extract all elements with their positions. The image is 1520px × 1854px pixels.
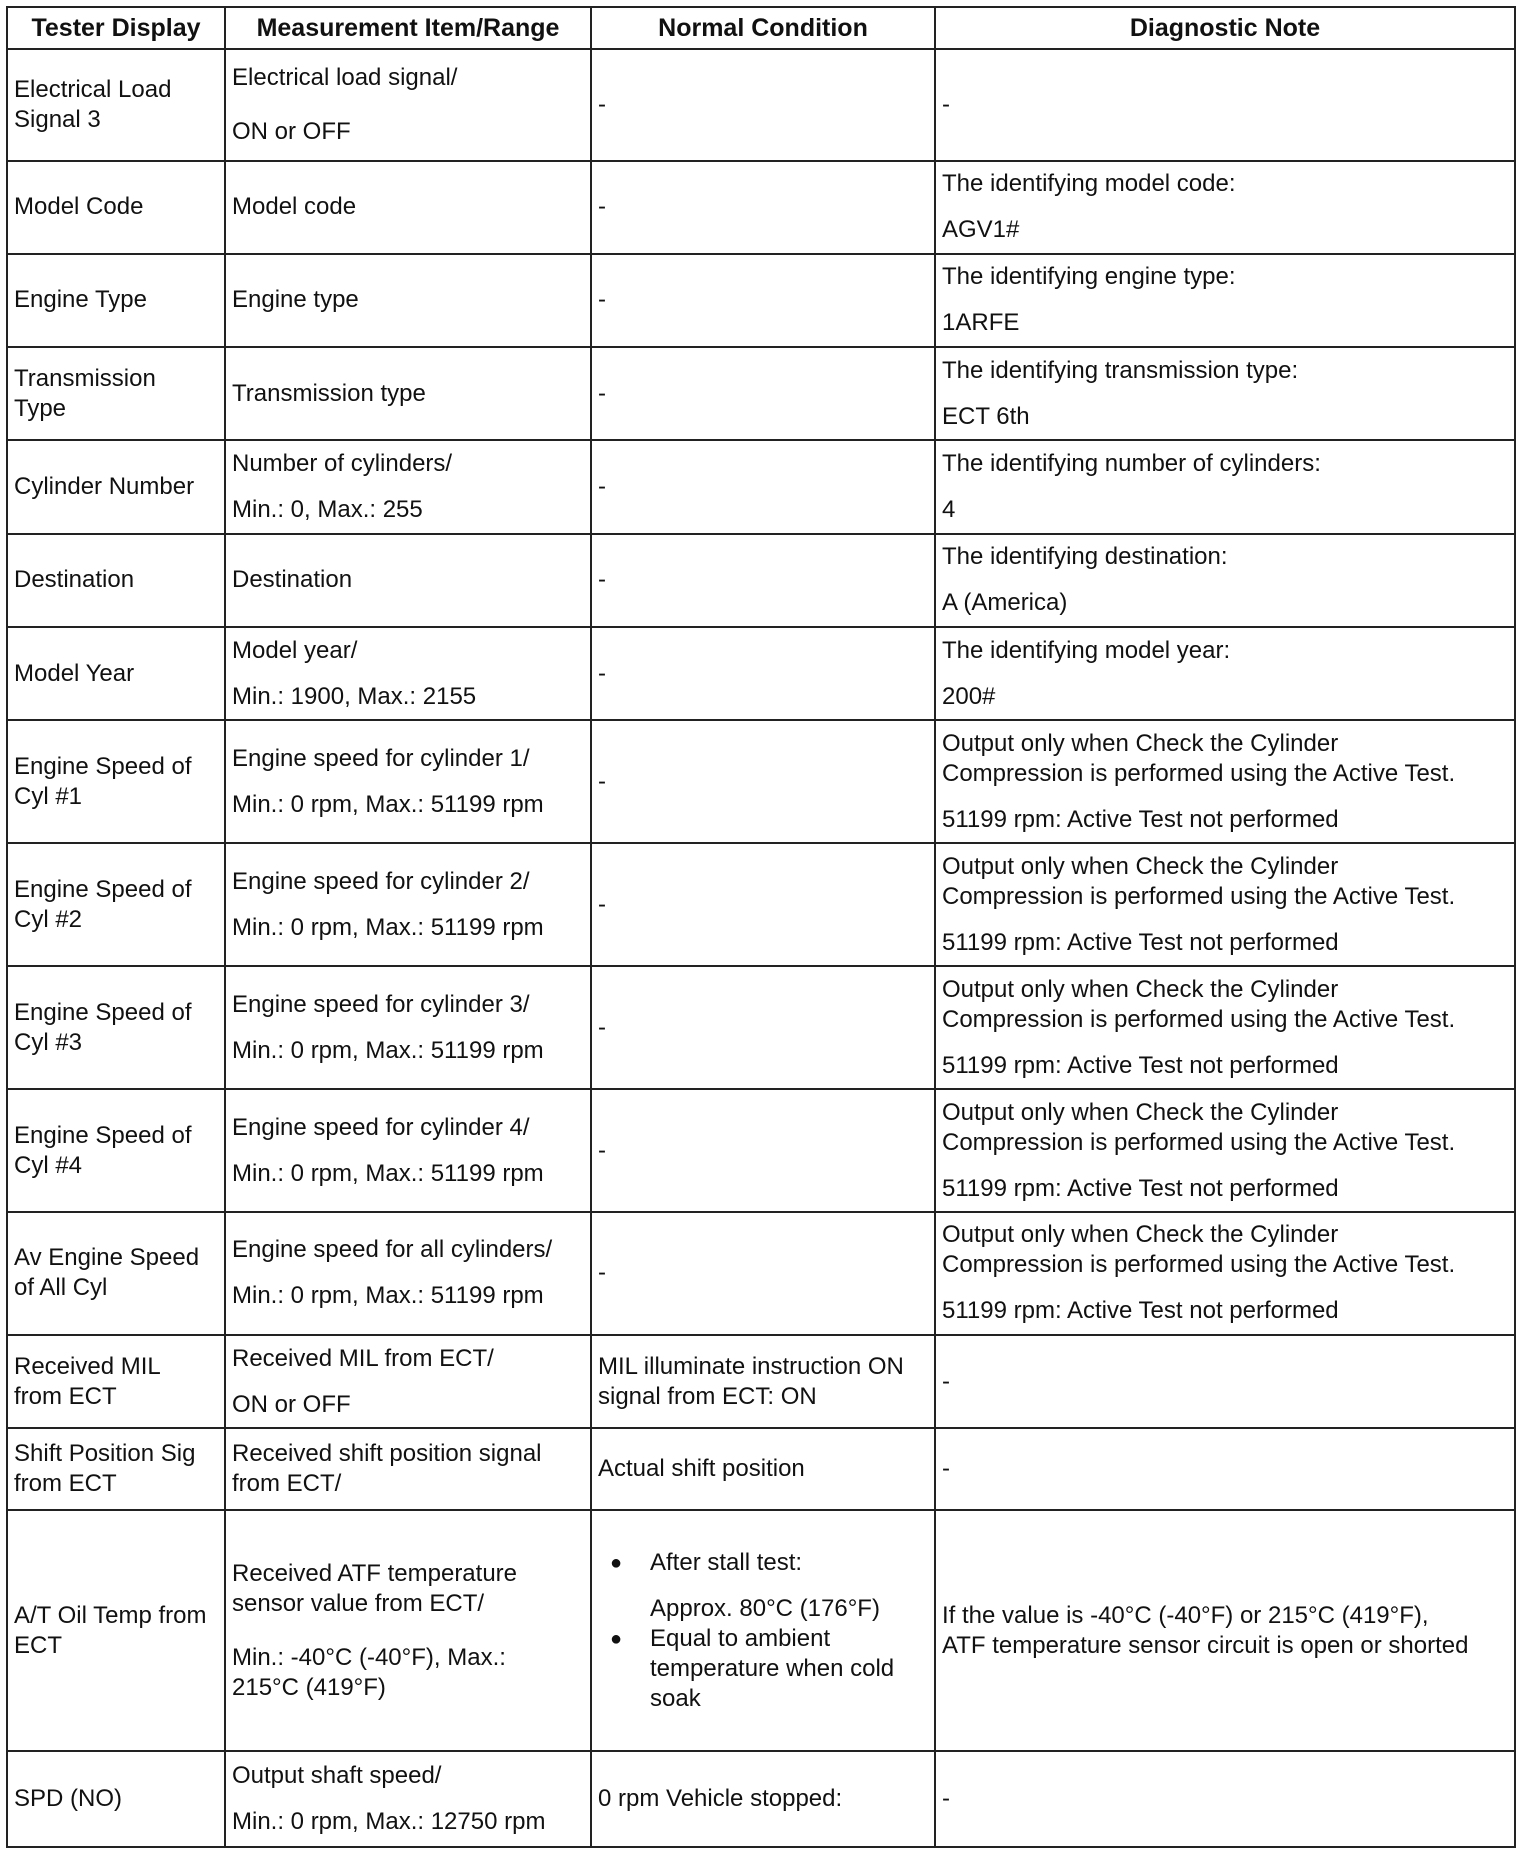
tester-display-cell: A/T Oil Temp from ECT — [7, 1510, 225, 1751]
table-row — [7, 1428, 1515, 1510]
measurement-cell: Destination — [225, 534, 591, 627]
tester-display-cell: Engine Type — [7, 254, 225, 347]
tester-display-cell: Engine Speed of Cyl #1 — [7, 720, 225, 843]
data-list-table — [6, 6, 1516, 1848]
measurement-cell: Engine speed for cylinder 1/ Min.: 0 rpm, Max.: 51199 rpm — [225, 720, 591, 843]
tester-display-cell: SPD (NO) — [7, 1751, 225, 1847]
tester-display-cell: Shift Position Sig from ECT — [7, 1428, 225, 1510]
measurement-cell: Engine speed for cylinder 4/ Min.: 0 rpm, Max.: 51199 rpm — [225, 1089, 591, 1212]
diagnostic-note-cell: The identifying model year: 200# — [935, 627, 1515, 720]
table-row — [7, 627, 1515, 720]
header-measurement-item: Measurement Item/Range — [225, 7, 591, 49]
tester-display-cell: Cylinder Number — [7, 440, 225, 533]
normal-condition-cell: Actual shift position — [591, 1428, 935, 1510]
measurement-cell: Engine type — [225, 254, 591, 347]
diagnostic-note-cell: The identifying transmission type: ECT 6th — [935, 347, 1515, 440]
measurement-cell: Output shaft speed/ Min.: 0 rpm, Max.: 12750 rpm — [225, 1751, 591, 1847]
tester-display-cell: Transmission Type — [7, 347, 225, 440]
diagnostic-note-cell: Output only when Check the Cylinder Compression is performed using the Active Test. 51199 rpm: Active Test not performed — [935, 966, 1515, 1089]
normal-condition-cell: 0 rpm Vehicle stopped: — [591, 1751, 935, 1847]
diagnostic-note-cell: If the value is -40°C (-40°F) or 215°C (419°F), ATF temperature sensor circuit is open or shorted — [935, 1510, 1515, 1751]
diagnostic-note-cell: - — [935, 49, 1515, 161]
normal-condition-cell — [591, 1510, 935, 1751]
normal-condition-cell: - — [591, 161, 935, 254]
table-row — [7, 440, 1515, 533]
table-row — [7, 254, 1515, 347]
measurement-cell: Engine speed for cylinder 3/ Min.: 0 rpm, Max.: 51199 rpm — [225, 966, 591, 1089]
table-row — [7, 966, 1515, 1089]
header-diagnostic-note: Diagnostic Note — [935, 7, 1515, 49]
normal-condition-cell: - — [591, 627, 935, 720]
diagnostic-note-cell: - — [935, 1751, 1515, 1847]
tester-display-cell: Electrical Load Signal 3 — [7, 49, 225, 161]
table-row — [7, 49, 1515, 161]
normal-condition-cell: - — [591, 254, 935, 347]
diagnostic-note-cell: The identifying destination: A (America) — [935, 534, 1515, 627]
measurement-cell: Engine speed for all cylinders/ Min.: 0 rpm, Max.: 51199 rpm — [225, 1212, 591, 1335]
measurement-cell: Received MIL from ECT/ ON or OFF — [225, 1335, 591, 1428]
measurement-cell: Electrical load signal/ ON or OFF — [225, 49, 591, 161]
header-normal-condition: Normal Condition — [591, 7, 935, 49]
diagnostic-note-cell: Output only when Check the Cylinder Compression is performed using the Active Test. 51199 rpm: Active Test not performed — [935, 1089, 1515, 1212]
normal-condition-cell: - — [591, 843, 935, 966]
measurement-cell: Model code — [225, 161, 591, 254]
diagnostic-note-cell: Output only when Check the Cylinder Compression is performed using the Active Test. 51199 rpm: Active Test not performed — [935, 1212, 1515, 1335]
list-item: ● Equal to ambient temperature when cold soak — [598, 1624, 928, 1714]
table-row — [7, 720, 1515, 843]
tester-display-cell: Model Code — [7, 161, 225, 254]
normal-condition-cell: - — [591, 1089, 935, 1212]
table-row — [7, 161, 1515, 254]
measurement-cell: Received ATF temperature sensor value from ECT/ Min.: -40°C (-40°F), Max.: 215°C (419°F) — [225, 1510, 591, 1751]
diagnostic-note-cell: Output only when Check the Cylinder Compression is performed using the Active Test. 51199 rpm: Active Test not performed — [935, 843, 1515, 966]
measurement-cell: Engine speed for cylinder 2/ Min.: 0 rpm, Max.: 51199 rpm — [225, 843, 591, 966]
measurement-cell: Transmission type — [225, 347, 591, 440]
table-row — [7, 1212, 1515, 1335]
diagnostic-note-cell: - — [935, 1335, 1515, 1428]
table-row — [7, 843, 1515, 966]
tester-display-cell: Destination — [7, 534, 225, 627]
tester-display-cell: Engine Speed of Cyl #2 — [7, 843, 225, 966]
tester-display-cell: Model Year — [7, 627, 225, 720]
diagnostic-note-cell: The identifying model code: AGV1# — [935, 161, 1515, 254]
normal-condition-cell: - — [591, 49, 935, 161]
measurement-cell: Model year/ Min.: 1900, Max.: 2155 — [225, 627, 591, 720]
tester-display-cell: Av Engine Speed of All Cyl — [7, 1212, 225, 1335]
tester-display-cell: Engine Speed of Cyl #4 — [7, 1089, 225, 1212]
table-row — [7, 1510, 1515, 1751]
header-tester-display: Tester Display — [7, 7, 225, 49]
normal-condition-cell: - — [591, 534, 935, 627]
list-item-detail: Approx. 80°C (176°F) — [650, 1594, 880, 1622]
normal-condition-cell: - — [591, 720, 935, 843]
list-item: ● After stall test: — [598, 1548, 928, 1578]
normal-condition-cell: - — [591, 440, 935, 533]
table-row — [7, 1751, 1515, 1847]
normal-condition-list — [598, 1548, 928, 1578]
tester-display-cell: Engine Speed of Cyl #3 — [7, 966, 225, 1089]
normal-condition-cell: MIL illuminate instruction ON signal from ECT: ON — [591, 1335, 935, 1428]
diagnostic-note-cell: The identifying number of cylinders: 4 — [935, 440, 1515, 533]
table-row — [7, 347, 1515, 440]
table-row — [7, 1089, 1515, 1212]
header-row — [7, 7, 1515, 49]
normal-condition-cell: - — [591, 966, 935, 1089]
measurement-cell: Received shift position signal from ECT/ — [225, 1428, 591, 1510]
normal-condition-cell: - — [591, 347, 935, 440]
diagnostic-note-cell: Output only when Check the Cylinder Compression is performed using the Active Test. 51199 rpm: Active Test not performed — [935, 720, 1515, 843]
table-row — [7, 1335, 1515, 1428]
diagnostic-note-cell: The identifying engine type: 1ARFE — [935, 254, 1515, 347]
diagnostic-note-cell: - — [935, 1428, 1515, 1510]
table-row — [7, 534, 1515, 627]
measurement-cell: Number of cylinders/ Min.: 0, Max.: 255 — [225, 440, 591, 533]
tester-display-cell: Received MIL from ECT — [7, 1335, 225, 1428]
normal-condition-cell: - — [591, 1212, 935, 1335]
